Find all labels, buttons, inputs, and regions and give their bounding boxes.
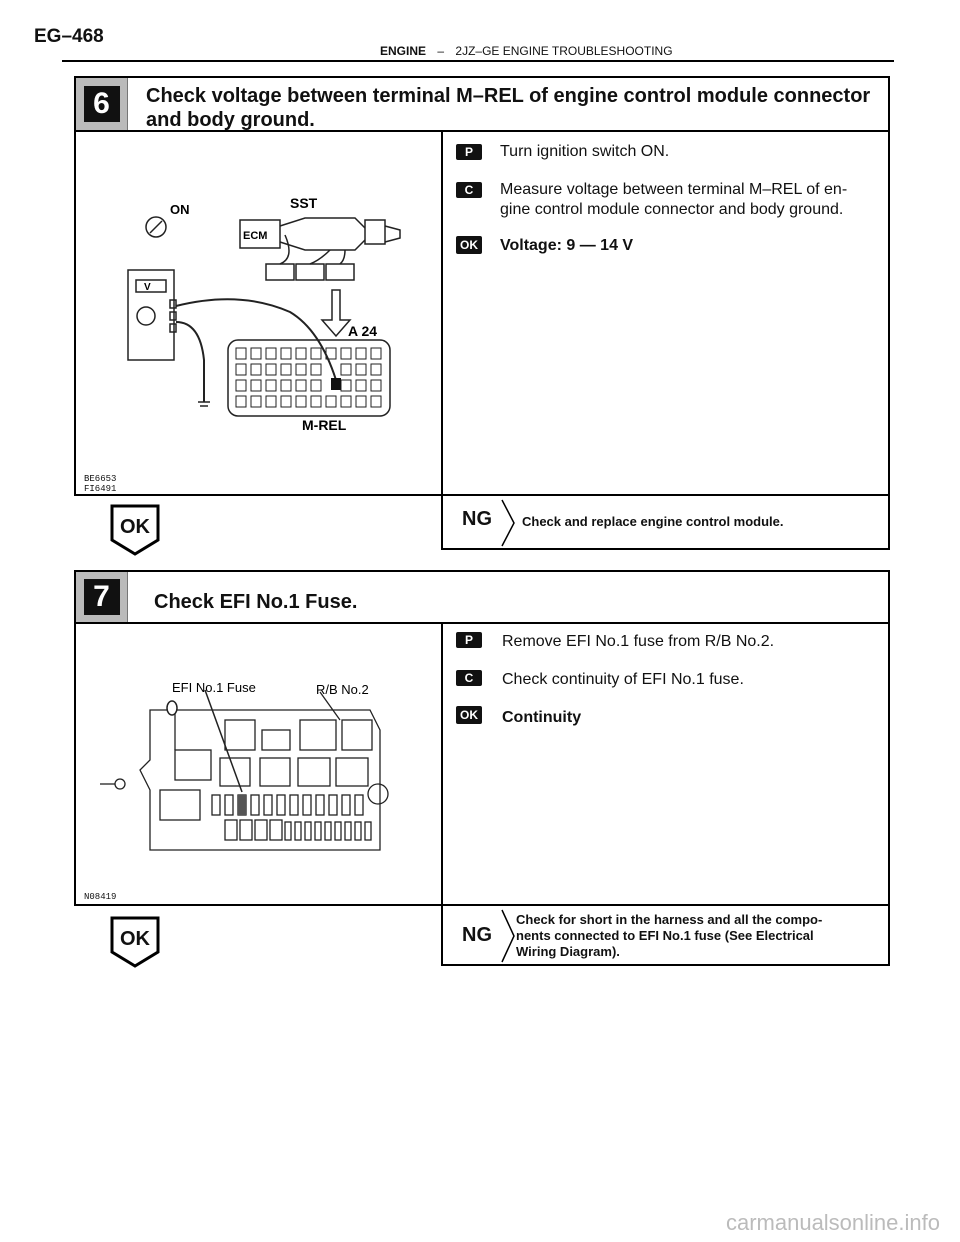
label-efi-fuse: EFI No.1 Fuse xyxy=(172,680,256,695)
step-6-title-line1: Check voltage between terminal M–REL of engine control module connector xyxy=(146,85,871,107)
page-number: EG–468 xyxy=(34,26,104,47)
step-6-ok-tag: OK xyxy=(456,236,482,254)
voltmeter xyxy=(128,270,174,360)
step-7-p-text: Remove EFI No.1 fuse from R/B No.2. xyxy=(502,633,775,650)
step-6-p-text: Turn ignition switch ON. xyxy=(500,143,670,160)
step-7-ng-text-line1: Check for short in the harness and all the compo- xyxy=(516,912,823,927)
step-7-divider xyxy=(441,624,443,906)
step-6-c-tag: C xyxy=(456,182,482,198)
step-6-ng-label: NG xyxy=(462,508,492,530)
label-on: ON xyxy=(170,202,190,217)
step-7-title: Check EFI No.1 Fuse. xyxy=(154,591,358,613)
step-7-number: 7 xyxy=(84,579,120,615)
step-6-result-ok xyxy=(110,504,160,561)
site-watermark: carmanualsonline.info xyxy=(725,1210,940,1235)
step-6-title xyxy=(146,84,881,132)
step-6-c-text-line1: Measure voltage between terminal M–REL of en- xyxy=(500,181,848,198)
step-6-ng-text: Check and replace engine control module. xyxy=(522,514,784,529)
header-subsection: 2JZ–GE ENGINE TROUBLESHOOTING xyxy=(455,44,673,58)
label-mrel: M-REL xyxy=(302,417,347,433)
step-7-badge xyxy=(76,572,128,622)
step-7-ng-label: NG xyxy=(462,924,492,946)
step-7-ok-text: Continuity xyxy=(502,709,582,726)
step-7-p-tag: P xyxy=(456,632,482,648)
page-header xyxy=(380,44,673,58)
step-6-title-line2: and body ground. xyxy=(146,109,315,131)
step-6-diagram xyxy=(80,140,436,490)
step-6-figure-codes xyxy=(84,474,116,494)
label-v: V xyxy=(144,282,151,293)
step-7-result-ok xyxy=(110,916,160,973)
figure-code-1: BE6653 xyxy=(84,474,117,484)
mrel-terminal xyxy=(331,378,341,390)
step-6-number: 6 xyxy=(84,86,120,122)
figure-code-2: FI6491 xyxy=(84,484,117,494)
step-7-ng-text-line2: nents connected to EFI No.1 fuse (See Electrical xyxy=(516,928,814,943)
step-7-ok-label: OK xyxy=(120,928,150,950)
step-6-ok-label: OK xyxy=(120,516,150,538)
step-6-p-tag: P xyxy=(456,144,482,160)
step-6-c-text-line2: gine control module connector and body ground. xyxy=(500,201,844,218)
header-rule xyxy=(62,60,894,62)
step-7-diagram xyxy=(80,670,436,890)
step-7-c-text: Check continuity of EFI No.1 fuse. xyxy=(502,671,744,688)
step-7-ok-tag: OK xyxy=(456,706,482,724)
header-separator: – xyxy=(437,44,445,58)
step-6-badge xyxy=(76,78,128,130)
label-sst: SST xyxy=(290,195,318,211)
step-6-divider xyxy=(441,132,443,496)
step-7-ng-text-line3: Wiring Diagram). xyxy=(516,944,620,959)
step-7-c-tag: C xyxy=(456,670,482,686)
ng-chevron-icon xyxy=(500,498,518,548)
label-ecm: ECM xyxy=(243,230,268,242)
step-7-figure-code: N08419 xyxy=(84,892,117,902)
step-6-c-text xyxy=(500,180,885,220)
label-rb: R/B No.2 xyxy=(316,682,369,697)
step-6-ok-text: Voltage: 9 — 14 V xyxy=(500,237,634,254)
label-a24: A 24 xyxy=(348,323,378,339)
header-section: ENGINE xyxy=(380,44,427,58)
step-7-ng-text xyxy=(516,912,886,960)
